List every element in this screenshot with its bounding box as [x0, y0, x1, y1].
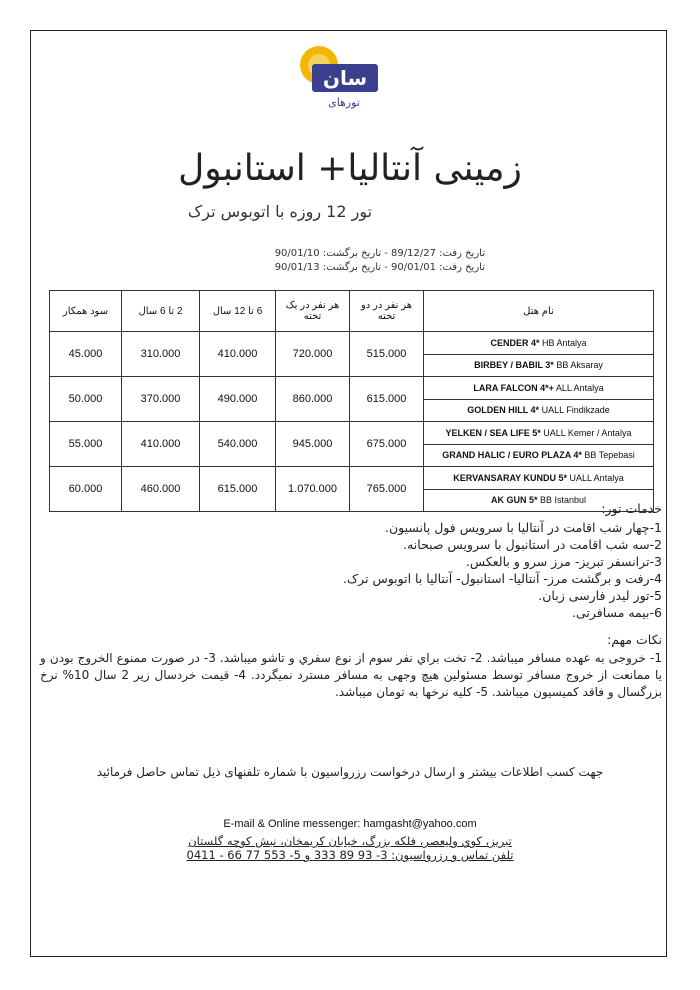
hotel-detail: BB Istanbul: [540, 495, 587, 506]
commission-cell: 55.000: [50, 422, 122, 467]
address-line: تبریز، کوي ولیعصر، فلکه بزرگ، خیابان کریمخان، نبش کوچه گلستان: [188, 834, 512, 848]
double-price-cell: 615.000: [350, 377, 424, 422]
tour-services: [110, 500, 662, 621]
service-item: 5-تور لیدر فارسی زبان.: [538, 588, 662, 603]
phone-line: تلفن تماس و رزرواسیون: 3- 93 89 333 و 5- 553 77 66 - 0411: [186, 848, 514, 862]
notes-heading: نکات مهم:: [607, 632, 662, 647]
commission-cell: 50.000: [50, 377, 122, 422]
service-item: 6-بیمه مسافرتی.: [571, 605, 662, 620]
logo-subtitle: تورهای: [328, 96, 360, 109]
child-6-12-price-cell: 540.000: [200, 422, 276, 467]
email-line: E-mail & Online messenger: hamgasht@yahoo.com: [223, 818, 477, 830]
child-2-6-price-cell: 310.000: [122, 332, 200, 377]
price-table: [49, 290, 654, 512]
hotel-detail: UALL Antalya: [569, 472, 624, 483]
date-line: تاریخ رفت: 89/12/27 - تاریخ برگشت: 90/01/10: [274, 248, 485, 259]
hotel-name: BIRBEY / BABIL 3*: [474, 360, 554, 371]
hotel-detail: ALL Antalya: [555, 382, 604, 393]
hotel-cell: [424, 444, 654, 467]
service-item: 4-رفت و برگشت مرز- آنتالیا- استانبول- آنتالیا با اتوبوس ترک.: [342, 571, 662, 586]
service-item: 2-سه شب اقامت در استانبول با سرویس صبحانه.: [403, 537, 662, 552]
table-row: [50, 332, 654, 355]
col-header-hotel: نام هتل: [424, 291, 654, 332]
single-price-cell: 720.000: [276, 332, 350, 377]
child-2-6-price-cell: 460.000: [122, 467, 200, 512]
hotel-cell: [424, 354, 654, 377]
child-6-12-price-cell: 615.000: [200, 467, 276, 512]
hotel-name: LARA FALCON 4*+: [473, 382, 554, 393]
hotel-detail: UALL Findikzade: [541, 405, 610, 416]
col-header-commission: سود همکار: [50, 291, 122, 332]
double-price-cell: 515.000: [350, 332, 424, 377]
hotel-name: AK GUN 5*: [490, 495, 538, 506]
double-price-cell: 675.000: [350, 422, 424, 467]
hotel-cell: [424, 399, 654, 422]
notes-text: 1- خروجی به عهده مسافر میباشد. 2- تخت براي نفر سوم از نوع سفري و تاشو میباشد. 3- در صورت ممنوع الخروج بودن و یا ممانعت از خروج مسافر توسط مسئولین هیچ وجهی به مسافر مسترد نمیگردد. 4- قیمت خردسال زیر 2 سال 10% نرخ بزرگسال و فاقد کمیسیون میباشد. 5- کلیه نرخها به تومان میباشد.: [40, 651, 663, 699]
page-title: زمینی آنتالیا+ استانبول: [178, 148, 522, 189]
company-logo: [290, 44, 390, 116]
child-6-12-price-cell: 490.000: [200, 377, 276, 422]
table-row: [50, 467, 654, 490]
double-price-cell: 765.000: [350, 467, 424, 512]
tour-dates: [215, 248, 485, 276]
commission-cell: 45.000: [50, 332, 122, 377]
child-2-6-price-cell: 410.000: [122, 422, 200, 467]
hotel-detail: HB Antalya: [542, 337, 587, 348]
service-item: 1-چهار شب اقامت در آنتالیا با سرویس فول پانسیون.: [384, 520, 662, 535]
col-header-child-6-12: 6 تا 12 سال: [200, 291, 276, 332]
address-block: [140, 834, 560, 862]
service-item: 3-ترانسفر تبریز- مرز سرو و بالعکس.: [465, 554, 662, 569]
hotel-name: KERVANSARAY KUNDU 5*: [453, 472, 567, 483]
single-price-cell: 860.000: [276, 377, 350, 422]
hotel-cell: [424, 422, 654, 445]
hotel-name: YELKEN / SEA LIFE 5*: [445, 427, 541, 438]
page-subtitle: تور 12 روزه با اتوبوس ترک: [187, 202, 373, 221]
hotel-cell: [424, 377, 654, 400]
hotel-cell: [424, 332, 654, 355]
table-row: [50, 422, 654, 445]
hotel-detail: BB Tepebasi: [584, 450, 635, 461]
col-header-child-2-6: 2 تا 6 سال: [122, 291, 200, 332]
child-6-12-price-cell: 410.000: [200, 332, 276, 377]
services-heading: خدمات تور:: [601, 501, 662, 516]
hotel-detail: BB Aksaray: [556, 360, 603, 371]
hotel-name: GRAND HALIC / EURO PLAZA 4*: [442, 450, 582, 461]
commission-cell: 60.000: [50, 467, 122, 512]
table-row: [50, 377, 654, 400]
contact-info: جهت کسب اطلاعات بیشتر و ارسال درخواست رزرواسیون با شماره تلفنهای ذیل تماس حاصل فرمائید: [96, 765, 604, 779]
hotel-name: CENDER 4*: [490, 337, 540, 348]
hotel-cell: [424, 467, 654, 490]
col-header-double: هر نفر در دو تخته: [350, 291, 424, 332]
col-header-single: هر نفر در یک تخته: [276, 291, 350, 332]
hotel-detail: UALL Kemer / Antalya: [543, 427, 632, 438]
date-line: تاریخ رفت: 90/01/01 - تاریخ برگشت: 90/01/13: [274, 262, 485, 273]
single-price-cell: 1.070.000: [276, 467, 350, 512]
single-price-cell: 945.000: [276, 422, 350, 467]
hotel-name: GOLDEN HILL 4*: [467, 405, 540, 416]
logo-wordmark: سان: [312, 64, 378, 92]
table-header-row: [50, 291, 654, 332]
child-2-6-price-cell: 370.000: [122, 377, 200, 422]
